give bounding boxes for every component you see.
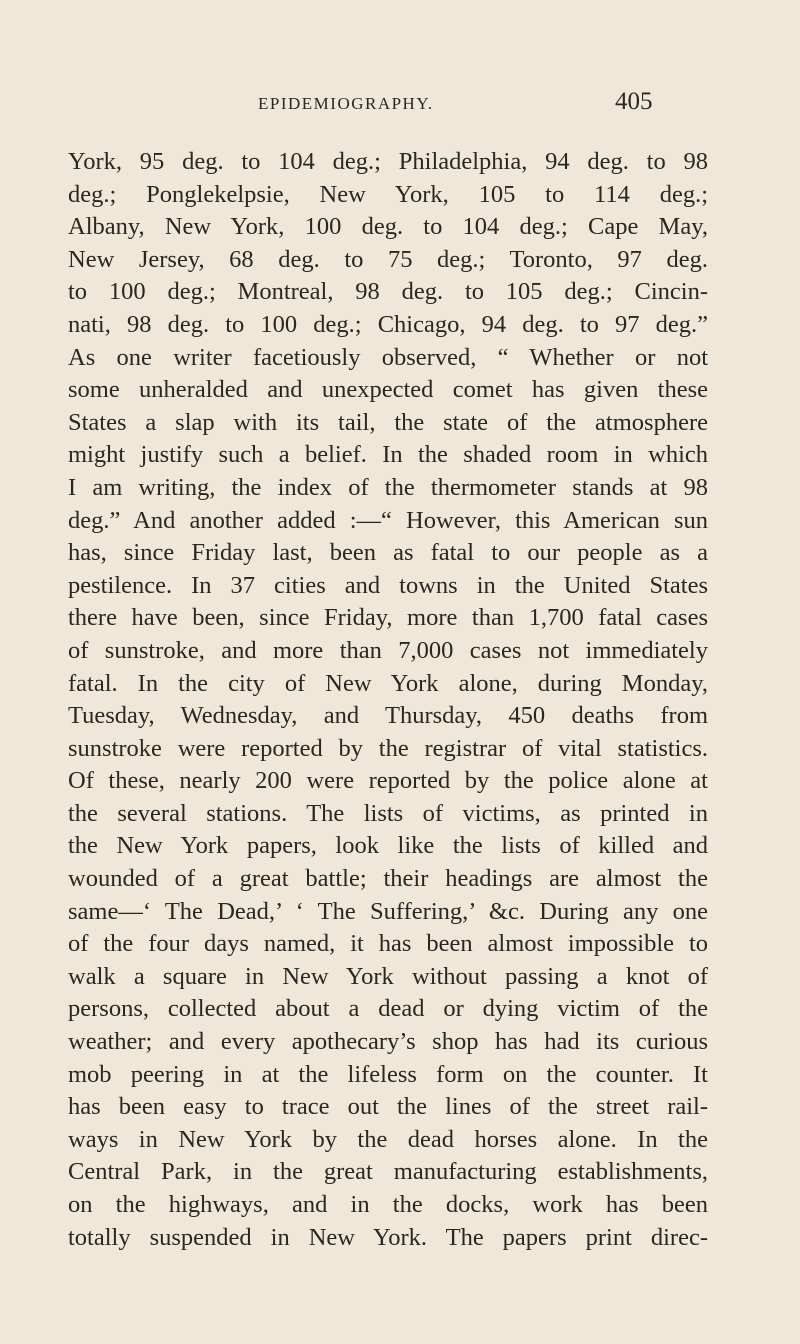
text-line: York, 95 deg. to 104 deg.; Philadelphia, 94 deg. to 98	[68, 148, 708, 175]
text-line: the New York papers, look like the lists of killed and	[68, 832, 708, 860]
text-line: has been easy to trace out the lines of the street rail-	[68, 1093, 708, 1121]
text-line: of the four days named, it has been almost impossible to	[68, 930, 708, 958]
page-number: 405	[615, 88, 653, 115]
text-line: nati, 98 deg. to 100 deg.; Chicago, 94 deg. to 97 deg.”	[68, 310, 708, 338]
text-line: Central Park, in the great manufacturing establishments,	[68, 1158, 708, 1186]
text-line: persons, collected about a dead or dying victim of the	[68, 995, 708, 1023]
text-line: walk a square in New York without passing a knot of	[68, 962, 708, 990]
text-line: As one writer facetiously observed, “ Whether or not	[68, 343, 708, 371]
text-line: might justify such a belief. In the shaded room in which	[68, 441, 708, 469]
text-line: deg.; Ponglekelpsie, New York, 105 to 114 deg.;	[68, 180, 708, 208]
text-line: of sunstroke, and more than 7,000 cases not immediately	[68, 636, 708, 664]
body-text	[68, 146, 708, 1254]
running-head	[0, 88, 800, 118]
text-line: I am writing, the index of the thermometer stands at 98	[68, 473, 708, 501]
text-line: to 100 deg.; Montreal, 98 deg. to 105 deg.; Cincin-	[68, 278, 708, 306]
text-line: ways in New York by the dead horses alone. In the	[68, 1125, 708, 1153]
text-line: the several stations. The lists of victims, as printed in	[68, 799, 708, 827]
text-line: sunstroke were reported by the registrar of vital statistics.	[68, 734, 708, 762]
text-line: totally suspended in New York. The papers print direc-	[68, 1223, 708, 1251]
text-line: there have been, since Friday, more than 1,700 fatal cases	[68, 604, 708, 632]
text-line: fatal. In the city of New York alone, during Monday,	[68, 669, 708, 697]
text-line: some unheralded and unexpected comet has given these	[68, 376, 708, 404]
text-line: Tuesday, Wednesday, and Thursday, 450 deaths from	[68, 702, 708, 730]
text-line: New Jersey, 68 deg. to 75 deg.; Toronto, 97 deg.	[68, 245, 708, 273]
text-line: States a slap with its tail, the state of the atmosphere	[68, 408, 708, 436]
text-line: deg.” And another added :—“ However, this American sun	[68, 506, 708, 534]
text-line: weather; and every apothecary’s shop has had its curious	[68, 1028, 708, 1056]
text-line: mob peering in at the lifeless form on the counter. It	[68, 1060, 708, 1088]
running-title: EPIDEMIOGRAPHY.	[258, 94, 434, 113]
text-line: has, since Friday last, been as fatal to our people as a	[68, 539, 708, 567]
text-line: Albany, New York, 100 deg. to 104 deg.; Cape May,	[68, 213, 708, 241]
text-line: wounded of a great battle; their headings are almost the	[68, 865, 708, 893]
text-line: on the highways, and in the docks, work has been	[68, 1191, 708, 1218]
text-line: Of these, nearly 200 were reported by the police alone at	[68, 767, 708, 795]
text-line: pestilence. In 37 cities and towns in the United States	[68, 571, 708, 599]
text-line: same—‘ The Dead,’ ‘ The Suffering,’ &c. During any one	[68, 897, 708, 925]
